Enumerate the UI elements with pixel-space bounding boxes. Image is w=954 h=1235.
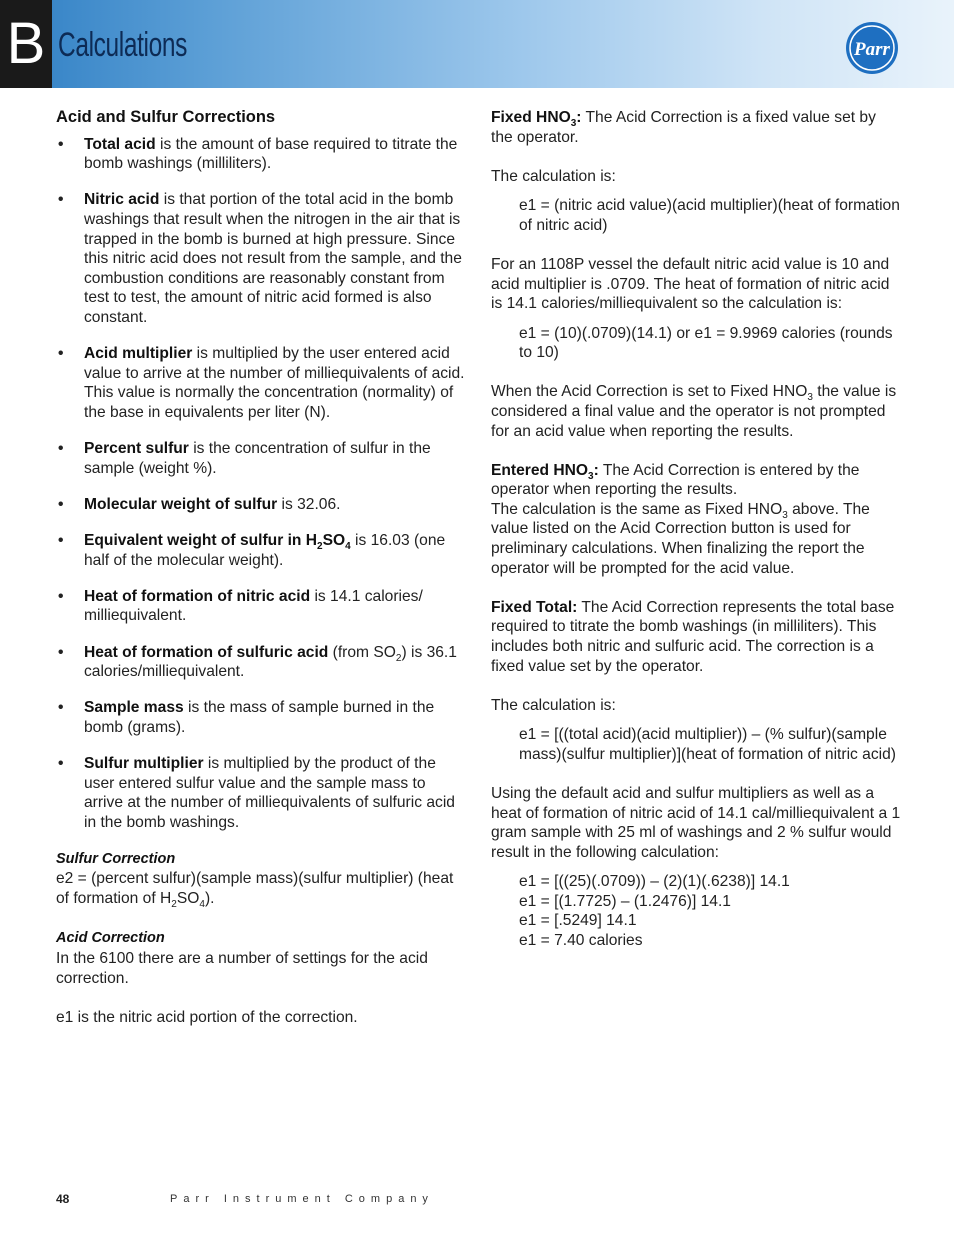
definitions-list	[56, 135, 466, 833]
fixed-hno3-paragraph: Fixed $HNO_3$: The Acid Correction is a fixed value set by the operator.	[491, 109, 876, 146]
example-paragraph: Using the default acid and sulfur multipliers as well as a heat of formation of nitric acid of 14.1 cal/milliequivalent a 1 gram sample with 25 ml of washings and 2 % sulfur would result in the following calculation:	[491, 784, 901, 861]
fixed-total-paragraph: Fixed Total: The Acid Correction represents the total base required to titrate the bomb washings (in milliliters). This includes both nitric and sulfuric acid. The correction is a fixed value set by the operator.	[491, 598, 895, 675]
left-column	[56, 108, 466, 1027]
sulfur-correction-formula: e2 = (percent sulfur)(sample mass)(sulfur multiplier) (heat of formation of $H_2SO_4$).	[56, 870, 454, 910]
acid-correction-heading: Acid Correction	[56, 930, 165, 947]
list-item: • Equivalent weight of sulfur in $H_2SO_4$ is 16.03 (one half of the molecular weight).	[56, 531, 466, 570]
list-item: • Heat of formation of nitric acid is 14.1 calories/ milliequivalent.	[56, 587, 466, 626]
list-item: • Sample mass is the mass of sample burned in the bomb (grams).	[56, 698, 466, 737]
result-line: e1 = [((25)(.0709)) – (2)(1)(.6238)] 14.1	[519, 873, 790, 891]
page-title: Calculations	[58, 26, 188, 64]
same-calc-paragraph: The calculation is the same as Fixed $HNO_3$ above. The value listed on the Acid Correction button is used for preliminary calculations. When finalizing the report the operator will be prompted for the acid value.	[491, 500, 870, 577]
right-column	[491, 108, 901, 951]
calc-is-label-2: The calculation is:	[491, 696, 616, 714]
result-line: e1 = [(1.7725) – (1.2476)] 14.1	[519, 892, 731, 910]
e1-text: e1 is the nitric acid portion of the correction.	[56, 1008, 358, 1026]
formula-3: e1 = [((total acid)(acid multiplier)) – (% sulfur)(sample mass)(sulfur multiplier)](heat of formation of nitric acid)	[519, 726, 896, 763]
sulfur-correction-heading: Sulfur Correction	[56, 850, 176, 867]
page-header	[0, 0, 954, 88]
result-line: e1 = [.5249] 14.1	[519, 912, 637, 930]
result-lines	[491, 872, 901, 950]
entered-hno3-paragraph: Entered $HNO_3$: The Acid Correction is entered by the operator when reporting the results.	[491, 461, 860, 499]
footer-company: Parr Instrument Company	[170, 1193, 434, 1205]
list-item: • Percent sulfur is the concentration of sulfur in the sample (weight %).	[56, 439, 466, 478]
section-tab: B	[0, 0, 52, 88]
list-item: • Total acid is the amount of base required to titrate the bomb washings (milliliters).	[56, 135, 466, 174]
list-item: • Nitric acid is that portion of the total acid in the bomb washings that result when the nitrogen in the air that is trapped in the bomb is burned at high pressure. Since this nitric acid does not result from the sample, and the combustion conditions are reasonably constant from test to test, the amount of nitric acid formed is also constant.	[56, 190, 466, 327]
parr-logo	[844, 20, 900, 76]
logo-text: Parr	[854, 39, 890, 60]
calc-is-label: The calculation is:	[491, 167, 616, 185]
page-number: 48	[56, 1192, 70, 1206]
list-item: • Molecular weight of sulfur is 32.06.	[56, 495, 466, 515]
formula-1: e1 = (nitric acid value)(acid multiplier)(heat of formation of nitric acid)	[519, 197, 900, 234]
section-heading: Acid and Sulfur Corrections	[56, 108, 276, 126]
default-value-paragraph: For an 1108P vessel the default nitric acid value is 10 and acid multiplier is .0709. The heat of formation of nitric acid is 14.1 calories/milliequivalent so the calculation is:	[491, 255, 890, 313]
list-item: • Heat of formation of sulfuric acid (from $SO_2$) is 36.1 calories/milliequivalent.	[56, 643, 466, 682]
result-line: e1 = 7.40 calories	[519, 931, 643, 949]
fixed-final-paragraph: When the Acid Correction is set to Fixed $HNO_3$ the value is considered a final value and the operator is not prompted for an acid value when reporting the results.	[491, 383, 897, 440]
list-item: • Sulfur multiplier is multiplied by the product of the user entered sulfur value and the sample mass to arrive at the number of milliequivalents of sulfuric acid in the bomb washings.	[56, 754, 466, 832]
formula-2: e1 = (10)(.0709)(14.1) or e1 = 9.9969 calories (rounds to 10)	[519, 324, 893, 362]
acid-correction-text: In the 6100 there are a number of settings for the acid correction.	[56, 949, 428, 987]
list-item: • Acid multiplier is multiplied by the user entered acid value to arrive at the number of milliequivalents of acid. This value is normally the concentration (normality) of the base in equivalents per liter (N).	[56, 344, 466, 422]
